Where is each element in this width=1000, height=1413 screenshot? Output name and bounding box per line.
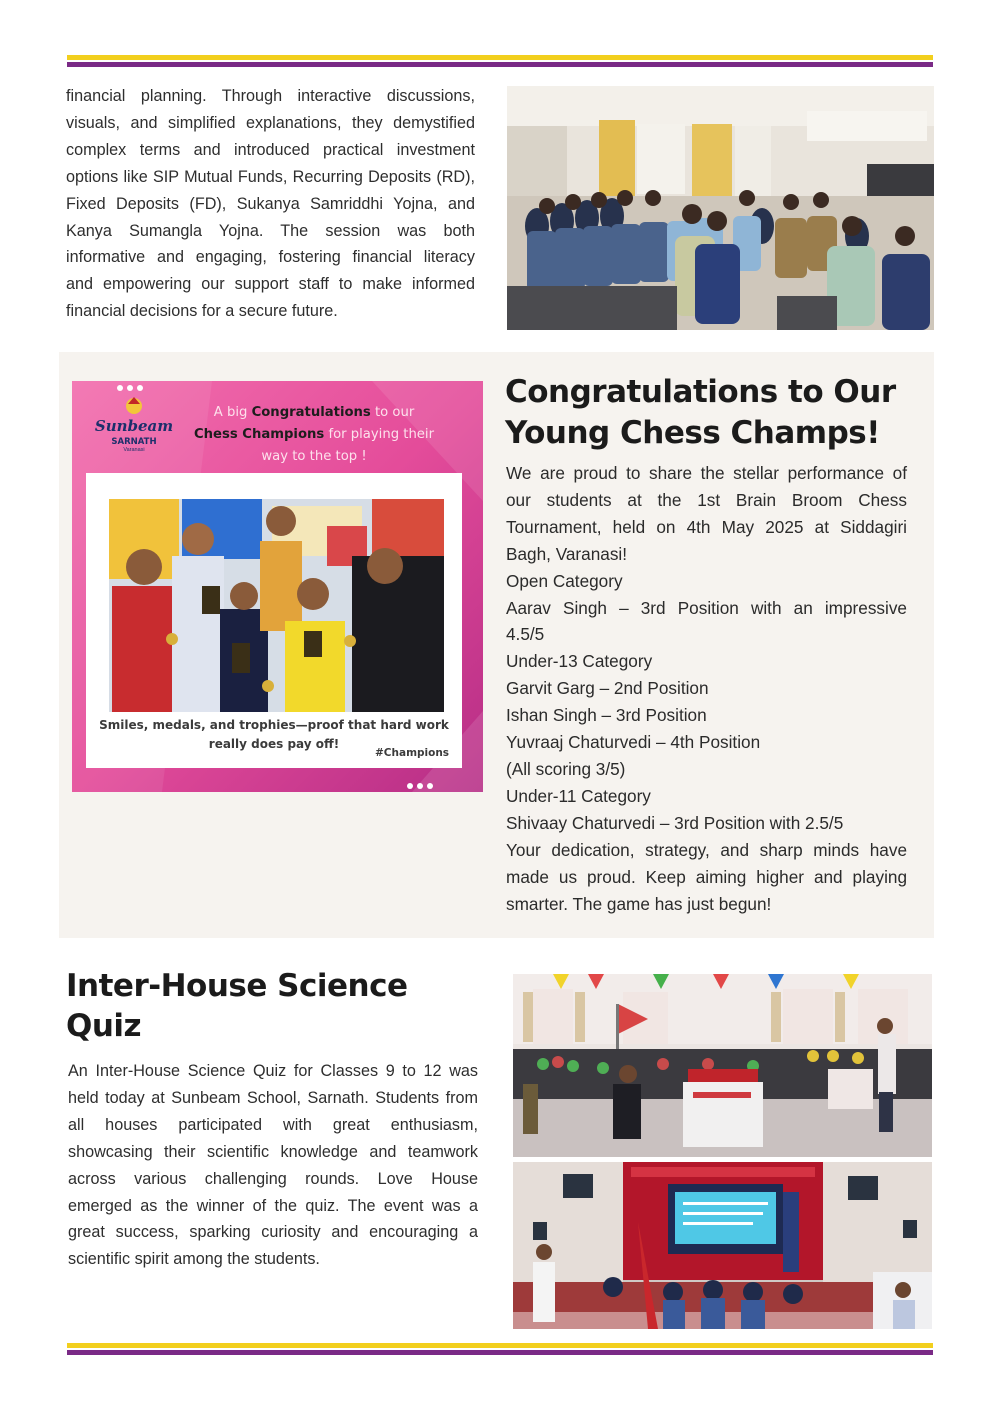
poster-headline-emphasis: Chess Champions [193,427,325,442]
text-line: held today at Sunbeam School, Sarnath. Students from [68,1088,478,1107]
chess-category-heading: Under-13 Category [506,651,653,672]
text-line: financial planning. Through interactive discussions, [66,87,475,105]
chess-section-body [506,460,907,917]
text-line: across various challenging rounds. Love House [68,1169,478,1188]
quiz-hall-photo [513,974,932,1157]
chess-result-line: Garvit Garg – 2nd Position [506,678,709,699]
chess-body-line: Your dedication, strategy, and sharp minds have [506,839,907,860]
text-line: emerged as the winner of the quiz. The event was a [68,1196,478,1215]
text-line: options like SIP Mutual Funds, Recurring Deposits (RD), [66,167,475,186]
chess-body-line: Bagh, Varanasi! [506,543,628,564]
text-line: Kanya Sumangla Yojna. The session was both [66,221,475,240]
text-line: scientific spirit among the students. [68,1250,320,1269]
text-line: and empowering our support staff to make informed [66,275,475,294]
chess-body-line: our students at the 1st Brain Broom Chess [506,489,907,510]
text-line: Fixed Deposits (FD), Sukanya Samriddhi Yojna, and [66,194,475,213]
chess-category-heading: Under-11 Category [506,785,651,806]
chess-body-line: We are proud to share the stellar performance of [506,463,907,483]
text-line: all houses participated with great enthusiasm, [68,1115,478,1134]
financial-session-photo [507,86,934,330]
poster-school-city: Varanasi [123,447,145,453]
poster-headline-part: for playing their [324,427,434,442]
poster-headline-part: way to the top ! [261,449,367,464]
poster-school-name: Sunbeam [94,417,174,435]
poster-caption-line: Smiles, medals, and trophies—proof that hard work [99,718,449,732]
poster-headline-part: A big [213,405,252,420]
poster-caption-line: really does pay off! [208,737,340,751]
top-decorative-rule [67,55,933,67]
chess-section-title [505,372,925,454]
chess-title-line: Congratulations to Our [505,374,896,410]
chess-category-heading: Open Category [506,570,623,591]
quiz-title-line: Inter-House Science [66,968,408,1004]
text-line: great success, sparking curiosity and encouraging a [68,1223,478,1242]
text-line: An Inter-House Science Quiz for Classes 9 to 12 was [68,1062,478,1080]
chess-result-line: Shivaay Chaturvedi – 3rd Position with 2.5/5 [506,812,844,833]
chess-body-line: made us proud. Keep aiming higher and playing [506,866,907,887]
chess-result-line: Ishan Singh – 3rd Position [506,705,707,726]
bottom-decorative-rule [67,1343,933,1355]
chess-body-line: smarter. The game has just begun! [506,893,772,914]
poster-headline-emphasis: Congratulations [251,405,371,420]
chess-title-line: Young Chess Champs! [505,415,880,451]
chess-champions-poster [72,381,483,792]
quiz-section-text [68,1058,478,1273]
text-line: financial decisions for a secure future. [66,302,338,321]
quiz-section-title [66,966,486,1046]
chess-result-line: Aarav Singh – 3rd Position with an impressive [506,597,907,618]
chess-result-line: Yuvraaj Chaturvedi – 4th Position [506,732,761,753]
text-line: visuals, and simplified explanations, they demystified [66,113,475,132]
poster-headline-part: to our [370,405,415,420]
poster-headline [174,402,454,468]
poster-hashtag: #Champions [375,747,450,759]
poster-school-branch: SARNATH [111,437,157,447]
text-line: showcasing their scientific knowledge and teamwork [68,1142,478,1161]
text-line: informative and engaging, fostering financial literacy [66,248,475,267]
chess-body-line: Tournament, held on 4th May 2025 at Siddagiri [506,516,907,537]
financial-section-text [66,83,475,325]
chess-result-line: 4.5/5 [506,624,545,645]
quiz-title-line: Quiz [66,1008,142,1044]
chess-result-line: (All scoring 3/5) [506,758,626,779]
quiz-stage-photo [513,1162,932,1329]
text-line: complex terms and introduced practical investment [66,140,475,159]
